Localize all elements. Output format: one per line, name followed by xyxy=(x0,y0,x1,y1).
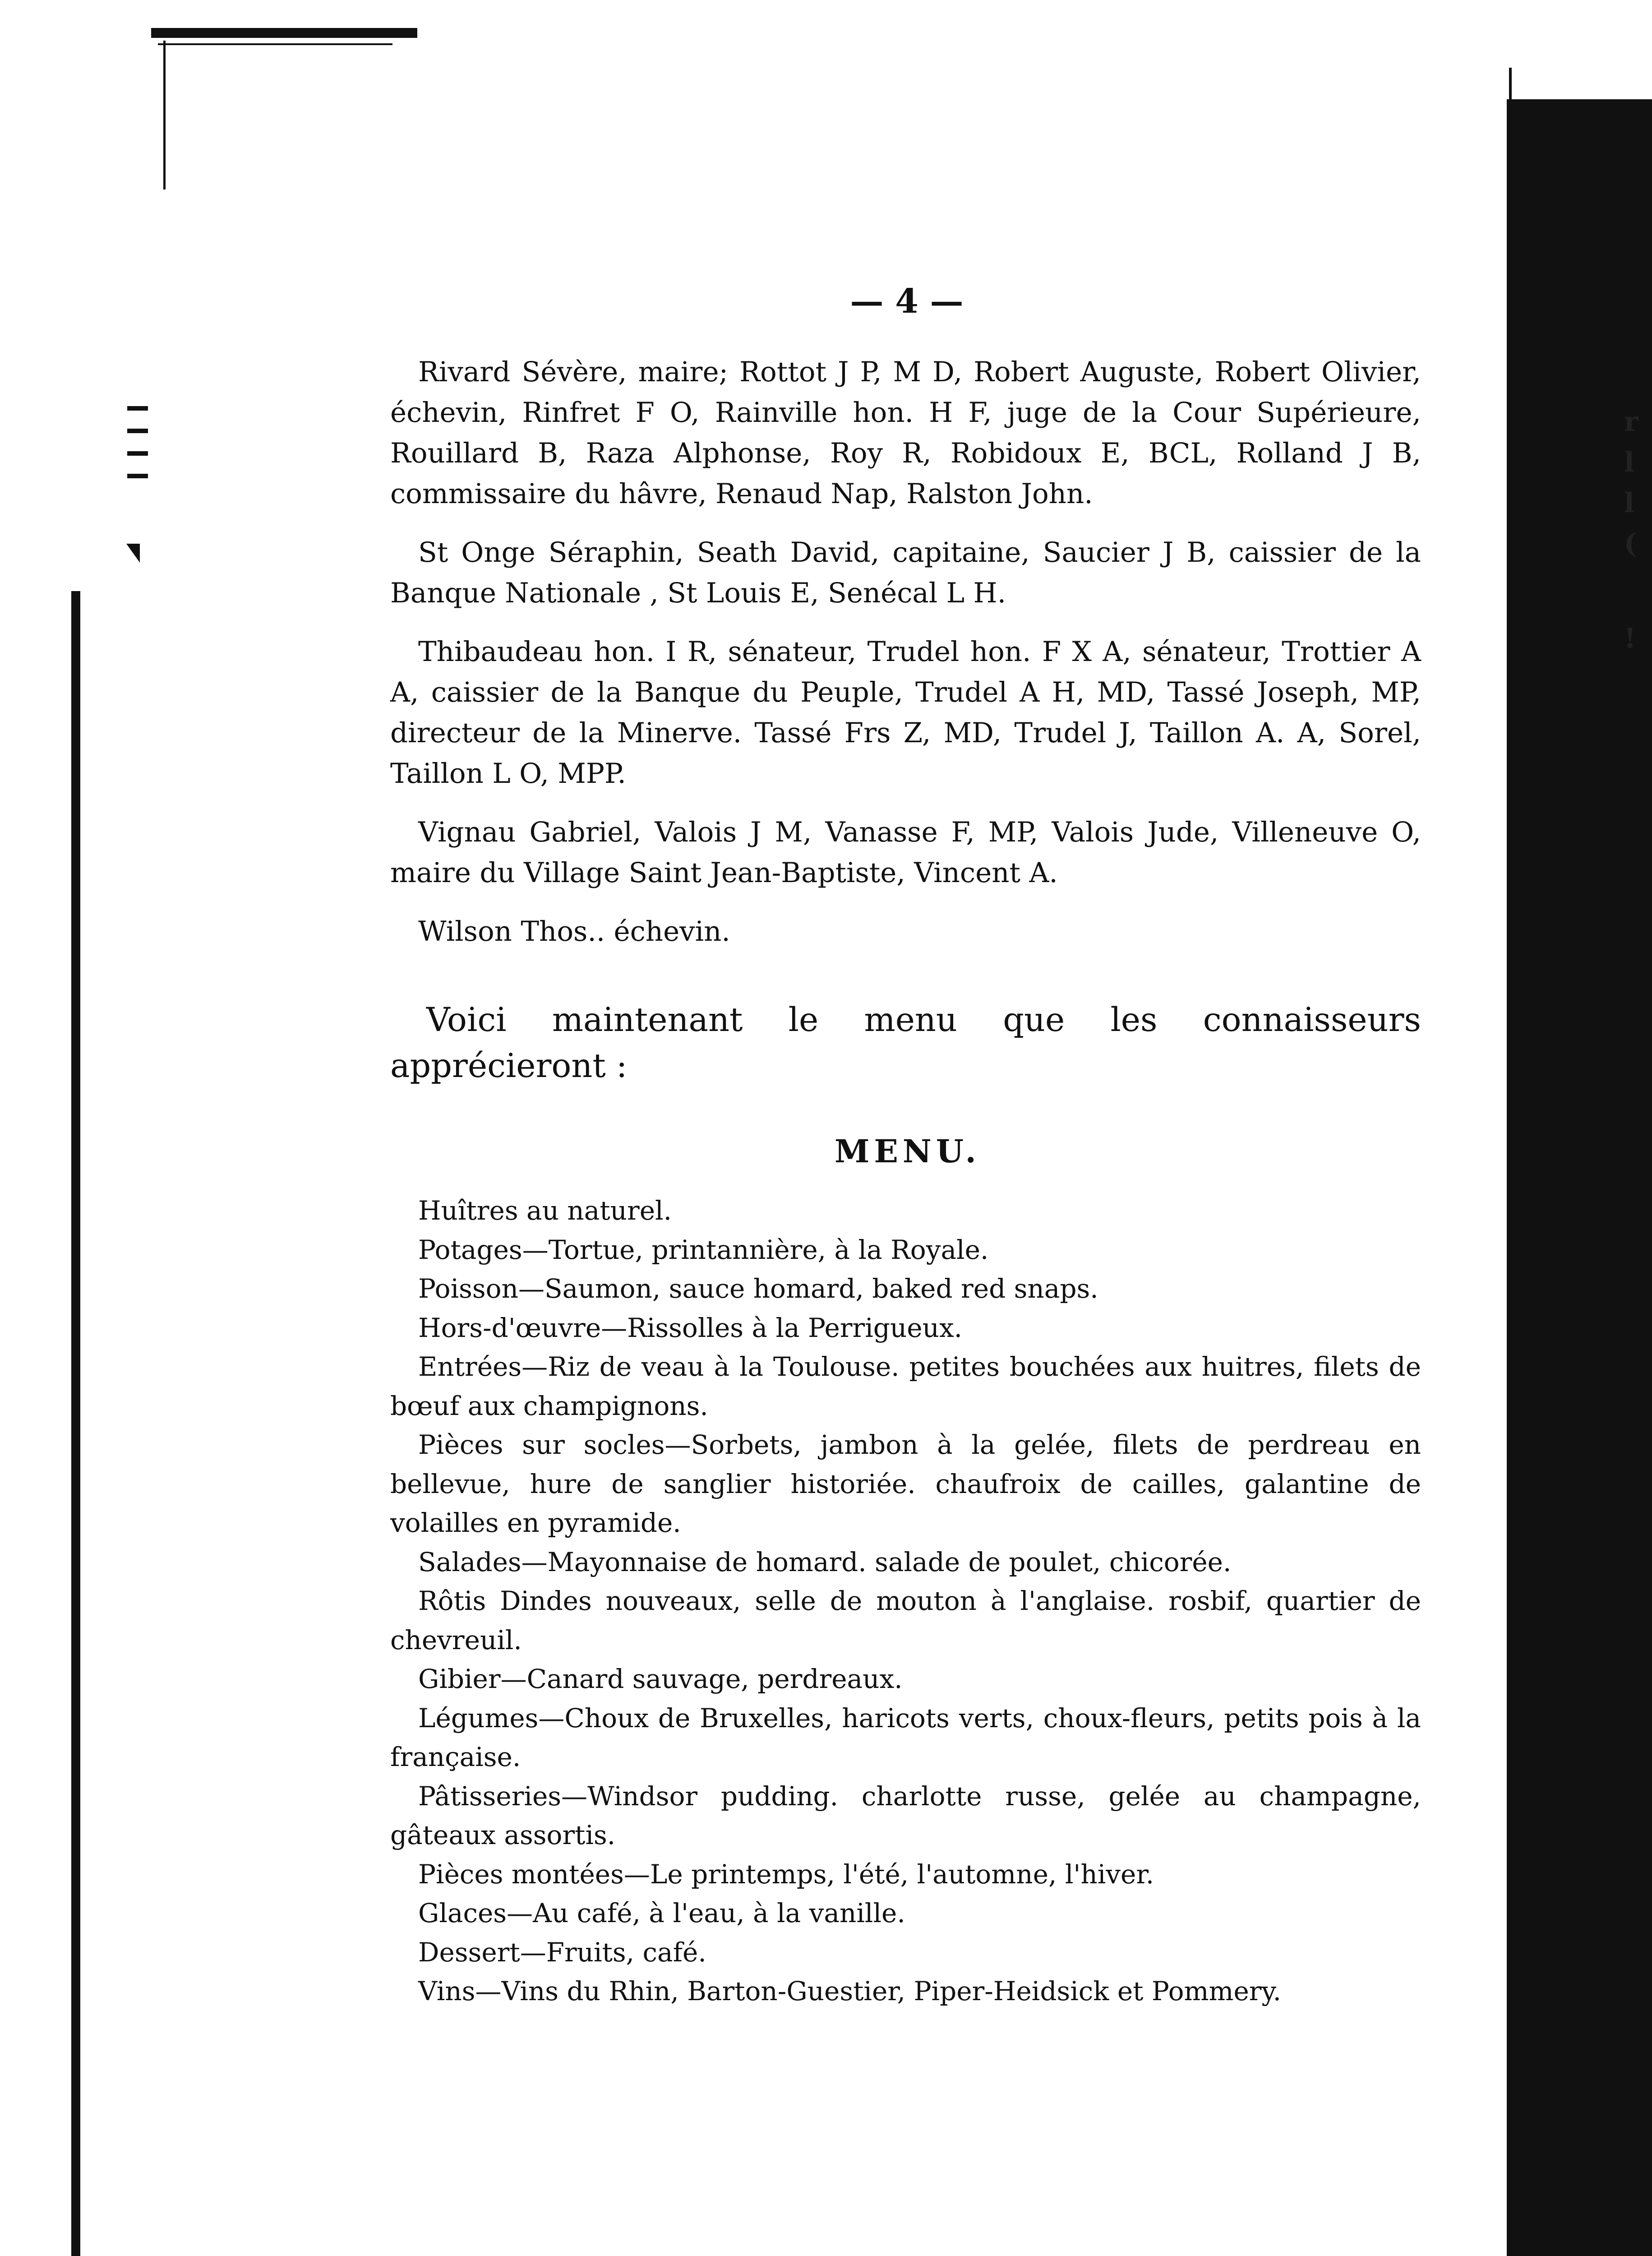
menu-item: Dessert—Fruits, café. xyxy=(418,1937,706,1968)
menu-item: Poisson—Saumon, sauce homard, baked red snaps. xyxy=(418,1273,1098,1304)
right-edge-fragment: r xyxy=(1624,406,1638,438)
page-number: — 4 — xyxy=(850,282,964,321)
scan-mark-triangle xyxy=(126,544,140,563)
menu-item: Potages—Tortue, printannière, à la Royale. xyxy=(418,1234,989,1265)
scan-edge-left-short xyxy=(163,41,166,190)
guest-paragraph-t: Thibaudeau hon. I R, sénateur, Trudel hon. F X A, sénateur, Trottier A A, caissier de la Banque du Peuple, Trudel A H, MD, Tassé Joseph, MP, directeur de la Minerve. Tassé Frs Z, MD, Trudel J, Taillon A. A, Sorel, Taillon L O, MPP. xyxy=(390,636,1421,790)
menu-title: MENU. xyxy=(835,1133,981,1170)
guest-paragraph-w: Wilson Thos.. échevin. xyxy=(418,915,730,948)
menu-item: Pâtisseries—Windsor pudding. charlotte russe, gelée au champagne, gâteaux assortis. xyxy=(390,1780,1421,1850)
menu-item: Pièces sur socles—Sorbets, jambon à la gelée, filets de perdreau en bellevue, hure de sanglier historiée. chaufroix de cailles, galantine de volailles en pyramide. xyxy=(390,1429,1421,1538)
scan-edge-left xyxy=(71,591,80,2256)
scan-edge-top xyxy=(151,28,417,38)
scan-edge-top-thin xyxy=(158,43,392,45)
scan-mark xyxy=(127,406,148,411)
right-edge-fragment: l xyxy=(1624,487,1634,519)
menu-item: Salades—Mayonnaise de homard. salade de poulet, chicorée. xyxy=(418,1546,1232,1577)
scan-mark xyxy=(127,474,148,478)
right-edge-fragment: l xyxy=(1624,447,1634,478)
menu-item: Glaces—Au café, à l'eau, à la vanille. xyxy=(418,1898,905,1928)
right-edge-fragment: ( xyxy=(1624,528,1637,559)
menu-item: Rôtis Dindes nouveaux, selle de mouton à l'anglaise. rosbif, quartier de chevreuil. xyxy=(390,1586,1421,1655)
guest-paragraph-r: Rivard Sévère, maire; Rottot J P, M D, Robert Auguste, Robert Olivier, échevin, Rinfret F O, Rainville hon. H F, juge de la Cour Supérieure, Rouillard B, Raza Alphonse, Roy R, Robidoux E, BCL, Rolland J B, commissaire du hâvre, Renaud Nap, Ralston John. xyxy=(390,356,1421,510)
menu-item: Légumes—Choux de Bruxelles, haricots verts, choux-fleurs, petits pois à la française. xyxy=(390,1702,1421,1772)
menu-item: Entrées—Riz de veau à la Toulouse. petites bouchées aux huitres, filets de bœuf aux champignons. xyxy=(390,1351,1421,1421)
menu-list xyxy=(390,1191,1421,2011)
scan-edge-right-top xyxy=(1509,68,1512,108)
menu-intro: Voici maintenant le menu que les connaisseurs apprécieront : xyxy=(390,1001,1421,1085)
scan-mark xyxy=(127,451,148,456)
guest-list xyxy=(390,352,1421,970)
menu-item: Huîtres au naturel. xyxy=(418,1195,672,1226)
guest-paragraph-s: St Onge Séraphin, Seath David, capitaine, Saucier J B, caissier de la Banque Nationale , St Louis E, Senécal L H. xyxy=(390,536,1421,609)
right-edge-fragment: ! xyxy=(1624,623,1636,654)
scan-mark xyxy=(127,429,148,433)
menu-item: Pièces montées—Le printemps, l'été, l'automne, l'hiver. xyxy=(418,1858,1154,1890)
menu-item: Vins—Vins du Rhin, Barton-Guestier, Piper-Heidsick et Pommery. xyxy=(418,1976,1282,2006)
menu-item: Hors-d'œuvre—Rissolles à la Perrigueux. xyxy=(418,1312,963,1343)
menu-item: Gibier—Canard sauvage, perdreaux. xyxy=(418,1664,903,1694)
guest-paragraph-v: Vignau Gabriel, Valois J M, Vanasse F, MP, Valois Jude, Villeneuve O, maire du Village Saint Jean-Baptiste, Vincent A. xyxy=(390,816,1421,889)
